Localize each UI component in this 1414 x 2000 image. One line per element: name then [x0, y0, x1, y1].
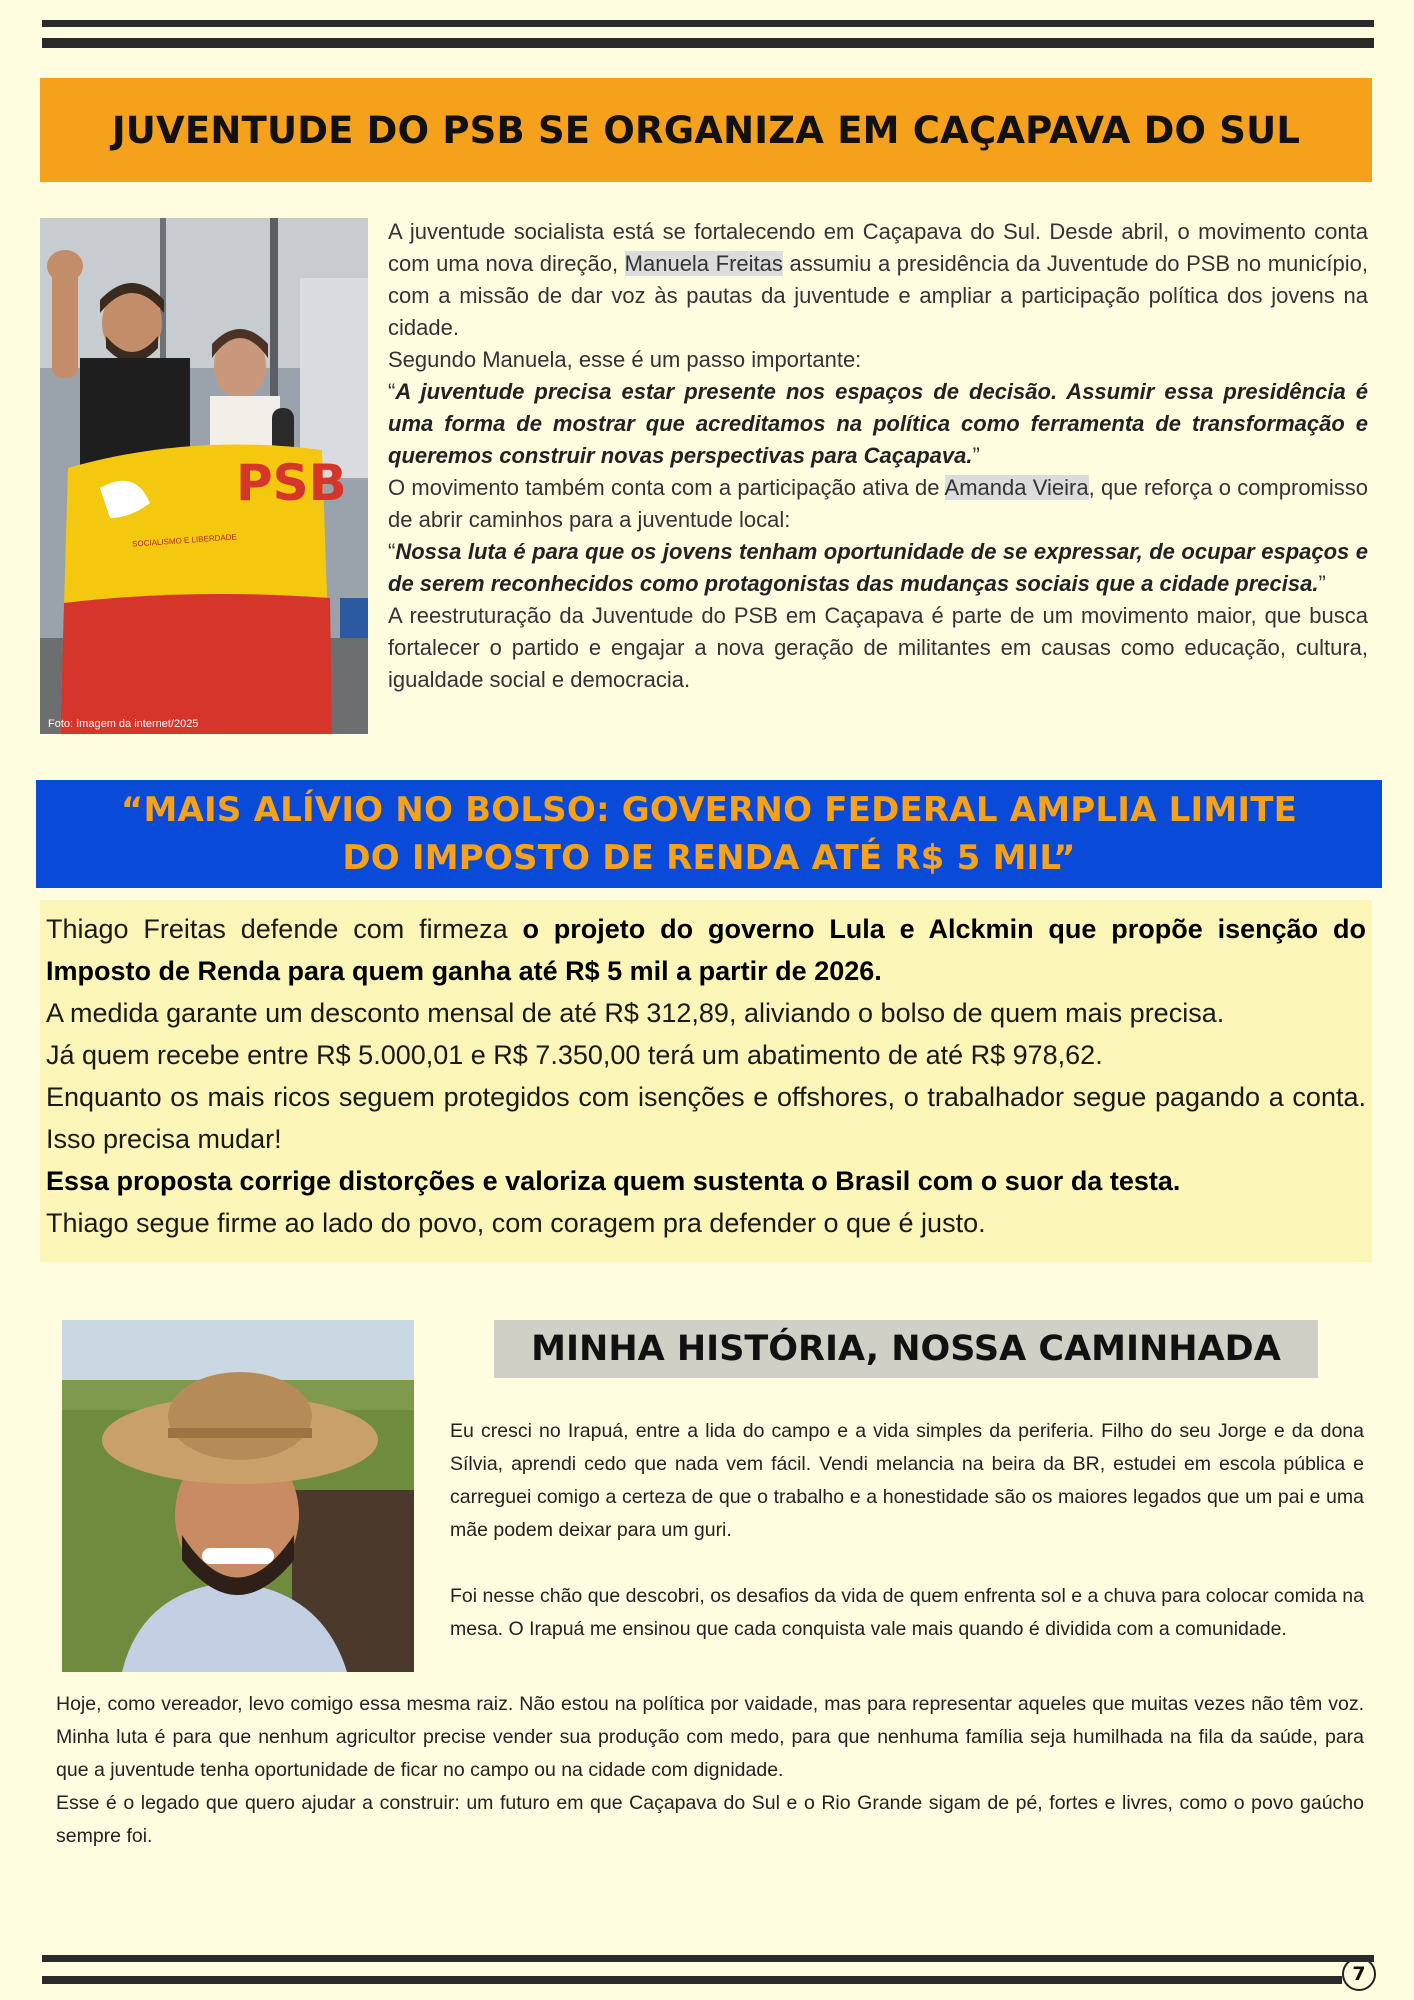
section3-article-continued [56, 1688, 1364, 1853]
section2-title-line2: DO IMPOSTO DE RENDA ATÉ R$ 5 MIL” [342, 838, 1076, 878]
bottom-rule-2 [42, 1976, 1342, 1984]
section1-quote: “A juventude precisa estar presente nos espaços de decisão. Assumir essa presidência é uma forma de mostrar que acreditamos na política como ferramenta de transformação e queremos construir novas perspectivas para Caçapava.” [388, 379, 1368, 468]
text: O movimento também conta com a participação ativa de [388, 475, 945, 500]
bold-text: o projeto do governo Lula e Alckmin que propõe isenção do Imposto de Renda para quem ganha até R$ 5 mil a partir de 2026. [46, 914, 1366, 986]
section2-paragraph: Enquanto os mais ricos seguem protegidos com isenções e offshores, o trabalhador segue pagando a conta. Isso precisa mudar! [46, 1082, 1366, 1154]
section2-title-line1: “MAIS ALÍVIO NO BOLSO: GOVERNO FEDERAL AMPLIA LIMITE [120, 790, 1298, 830]
section1-paragraph: Segundo Manuela, esse é um passo importante: [388, 347, 862, 372]
section3-article [450, 1415, 1364, 1646]
top-rule-1 [42, 20, 1374, 27]
text: assumiu a presidência da Juventude do PSB no município, com a missão de dar voz às pautas da juventude e ampliar a participação política dos jovens na cidade. [388, 251, 1368, 340]
highlight-name-amanda: Amanda Vieira [944, 475, 1089, 500]
section3-title: MINHA HISTÓRIA, NOSSA CAMINHADA [531, 1329, 1281, 1369]
section2-paragraph [46, 1160, 1366, 1202]
section3-paragraph: Eu cresci no Irapuá, entre a lida do campo e a vida simples da periferia. Filho do seu Jorge e da dona Sílvia, aprendi cedo que nada vem fácil. Vendi melancia na beira da BR, estudei em escola pública e carreguei comigo a certeza de que o trabalho e a honestidade são os maiores legados que um pai e uma mãe podem deixar para um guri. [450, 1420, 1364, 1541]
section1-article [388, 216, 1368, 696]
section2-text-box [40, 900, 1372, 1262]
thiago-portrait-graphic [62, 1320, 414, 1672]
section1-title: JUVENTUDE DO PSB SE ORGANIZA EM CAÇAPAVA DO SUL [111, 108, 1301, 152]
section3-title-box [494, 1320, 1318, 1378]
thiago-portrait-photo [62, 1320, 414, 1672]
flag-motto-text: SOCIALISMO E LIBERDADE [131, 532, 238, 549]
bold-text: Essa proposta corrige distorções e valoriza quem sustenta o Brasil com o suor da testa. [46, 1166, 1181, 1196]
section2-banner [36, 780, 1382, 888]
section1-banner [40, 78, 1372, 182]
section3-paragraph: Esse é o legado que quero ajudar a construir: um futuro em que Caçapava do Sul e o Rio Grande sigam de pé, fortes e livres, como o povo gaúcho sempre foi. [56, 1792, 1364, 1847]
text: Thiago Freitas defende com firmeza [46, 914, 523, 944]
section2-paragraph [46, 908, 1366, 992]
section1-paragraph: A reestruturação da Juventude do PSB em Caçapava é parte de um movimento maior, que busca fortalecer o partido e engajar a nova geração de militantes em causas como educação, cultura, igualdade social e democracia. [388, 603, 1368, 692]
text: A juventude socialista está se fortalecendo em Caçapava do Sul. Desde abril, o movimento conta com uma nova direção, [388, 219, 1368, 276]
section1-quote: “Nossa luta é para que os jovens tenham oportunidade de se expressar, de ocupar espaços e de serem reconhecidos como protagonistas das mudanças sociais que a cidade precisa.” [388, 539, 1368, 596]
section2-paragraph: Já quem recebe entre R$ 5.000,01 e R$ 7.350,00 terá um abatimento de até R$ 978,62. [46, 1040, 1103, 1070]
highlight-name-manuela: Manuela Freitas [624, 251, 783, 276]
section3-paragraph: Foi nesse chão que descobri, os desafios da vida de quem enfrenta sol e a chuva para colocar comida na mesa. O Irapuá me ensinou que cada conquista vale mais quando é dividida com a comunidade. [450, 1585, 1364, 1640]
photo-caption: Foto: Imagem da internet/2025 [48, 718, 199, 730]
flag-psb-text: PSB [236, 454, 347, 512]
section3-paragraph: Hoje, como vereador, levo comigo essa mesma raiz. Não estou na política por vaidade, mas para representar aqueles que muitas vezes não têm voz. Minha luta é para que nenhum agricultor precise vender sua produção com medo, para que nenhuma família seja humilhada na fila da saúde, para que a juventude tenha oportunidade de ficar no campo ou na cidade com dignidade. [56, 1693, 1364, 1781]
section2-paragraph: Thiago segue firme ao lado do povo, com coragem pra defender o que é justo. [46, 1208, 986, 1238]
quote-text: Nossa luta é para que os jovens tenham oportunidade de se expressar, de ocupar espaços e de serem reconhecidos como protagonistas das mudanças sociais que a cidade precisa. [388, 539, 1368, 596]
bottom-rule-1 [42, 1955, 1374, 1962]
page-number: 7 [1342, 1957, 1376, 1991]
text: , que reforça o compromisso de abrir caminhos para a juventude local: [388, 475, 1369, 532]
section1-paragraph [388, 216, 1368, 344]
psb-youth-photo [40, 218, 368, 734]
section1-paragraph [388, 472, 1368, 536]
quote-text: A juventude precisa estar presente nos espaços de decisão. Assumir essa presidência é uma forma de mostrar que acreditamos na política como ferramenta de transformação e queremos construir novas perspectivas para Caçapava. [388, 379, 1368, 468]
top-rule-2 [42, 38, 1374, 48]
section2-paragraph: A medida garante um desconto mensal de até R$ 312,89, aliviando o bolso de quem mais precisa. [46, 998, 1225, 1028]
